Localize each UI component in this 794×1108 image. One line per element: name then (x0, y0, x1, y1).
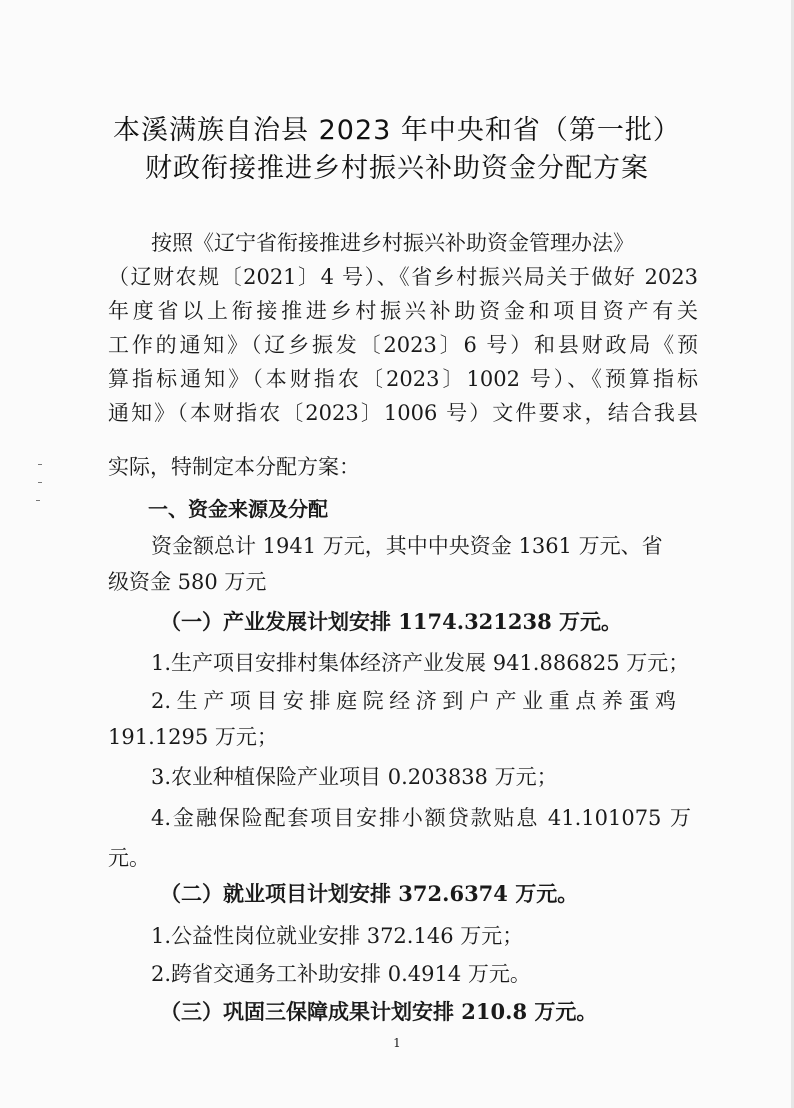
funds-line: 级资金 580 万元 (108, 570, 267, 594)
list-item: 3.农业种植保险产业项目 0.203838 万元； (151, 765, 558, 789)
section-heading: 一、资金来源及分配 (148, 497, 328, 521)
list-item: 4.金融保险配套项目安排小额贷款贴息 41.101075 万 (151, 806, 691, 830)
list-item: 2.生产项目安排庭院经济到户产业重点养蛋鸡 (151, 689, 676, 713)
paragraph-line: （辽财农规〔2021〕4 号）、《省乡村振兴局关于做好 2023 (108, 265, 698, 289)
scan-mark (38, 482, 42, 483)
paragraph-line: 工作的通知》（辽乡振发〔2023〕6 号）和县财政局《预 (108, 333, 698, 357)
document-title-line-1: 本溪满族自治县 2023 年中央和省（第一批） (113, 115, 681, 146)
subsection-heading: （一）产业发展计划安排 1174.321238 万元。 (160, 609, 623, 634)
scan-mark (38, 464, 42, 465)
paragraph-line: 通知》（本财指农〔2023〕1006 号）文件要求，结合我县 (108, 401, 698, 425)
page-number: 1 (393, 1036, 401, 1050)
scan-mark (36, 500, 40, 501)
list-item: 2.跨省交通务工补助安排 0.4914 万元。 (151, 962, 531, 986)
list-item: 191.1295 万元； (108, 725, 278, 749)
list-item: 元。 (108, 846, 150, 870)
list-item: 1.公益性岗位就业安排 372.146 万元； (151, 924, 524, 948)
subsection-heading: （二）就业项目计划安排 372.6374 万元。 (160, 881, 579, 906)
paragraph-line: 年度省以上衔接推进乡村振兴补助资金和项目资产有关 (108, 299, 698, 323)
list-item: 1.生产项目安排村集体经济产业发展 941.886825 万元； (151, 651, 690, 675)
subsection-heading: （三）巩固三保障成果计划安排 210.8 万元。 (160, 999, 598, 1024)
paragraph-line: 算指标通知》（本财指农〔2023〕1002 号）、《预算指标 (108, 367, 698, 391)
paragraph-line: 实际，特制定本分配方案： (108, 455, 360, 479)
paragraph-line: 按照《辽宁省衔接推进乡村振兴补助资金管理办法》 (151, 231, 634, 255)
document-title-line-2: 财政衔接推进乡村振兴补助资金分配方案 (145, 153, 649, 184)
funds-line: 资金额总计 1941 万元，其中中央资金 1361 万元、省 (151, 534, 663, 558)
